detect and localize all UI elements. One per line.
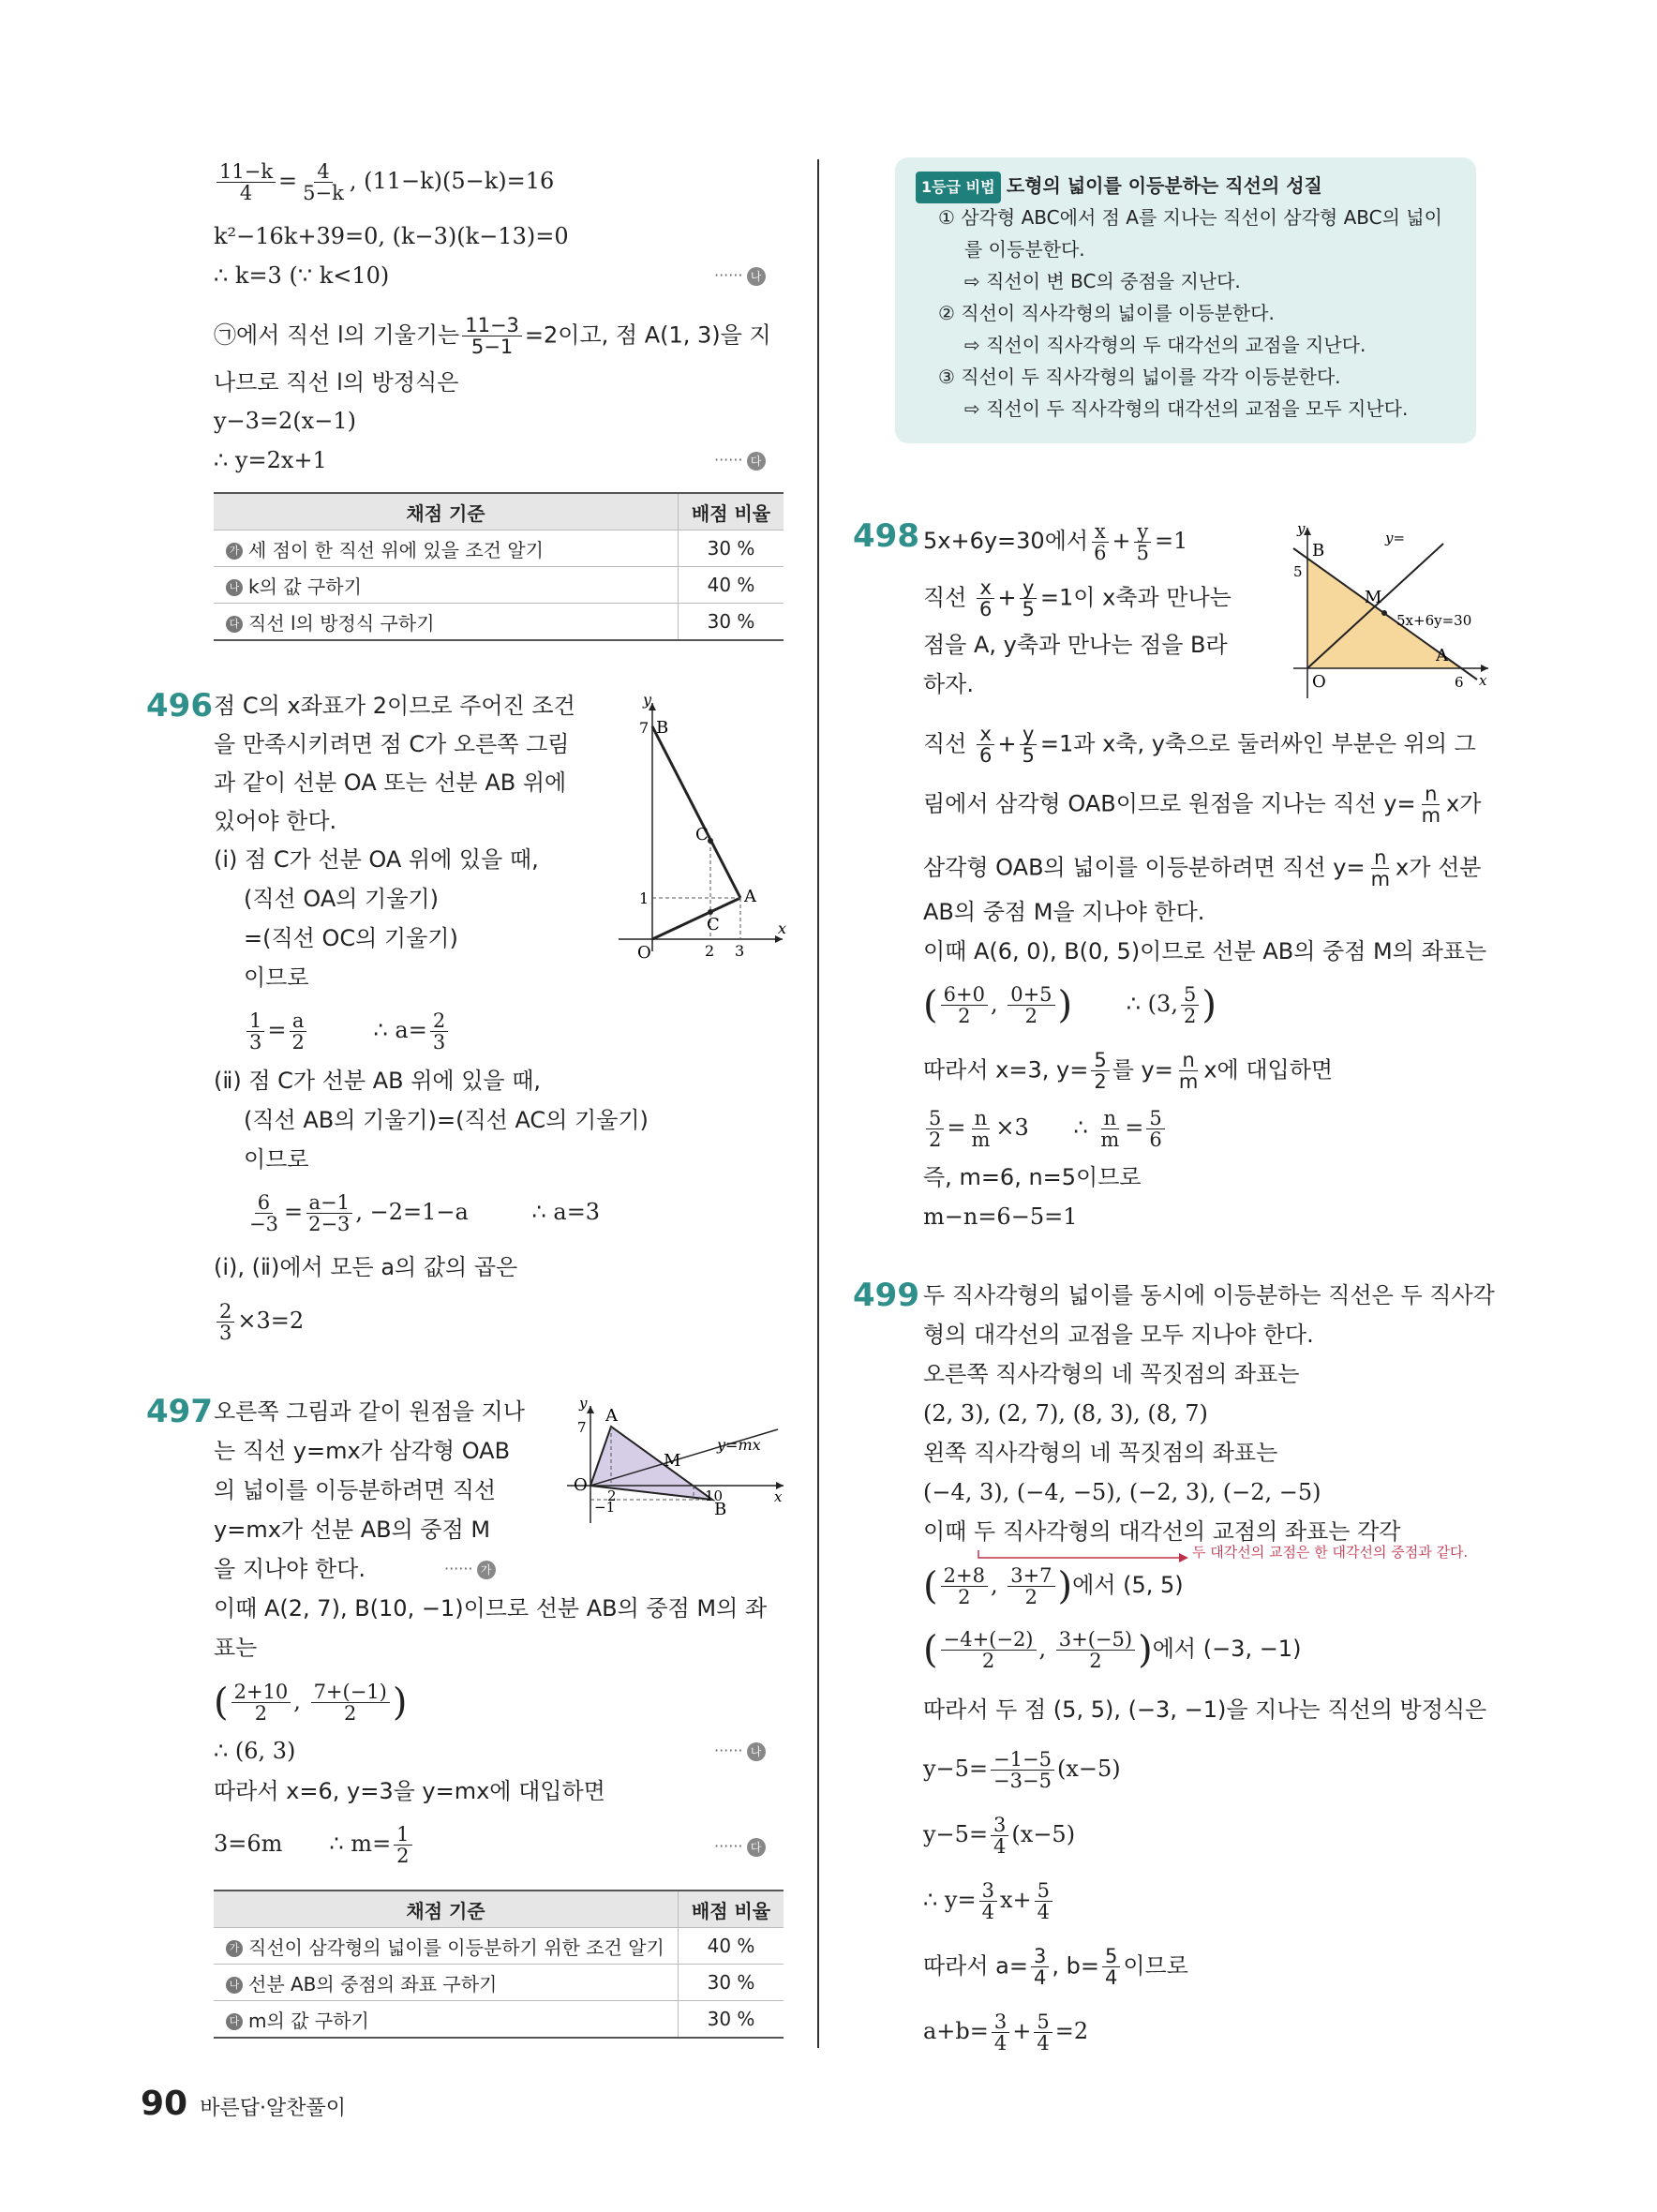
figure-497: [562, 1397, 787, 1537]
tick-label: 7: [639, 719, 649, 737]
tip-line: ② 직선이 직사각형의 넓이를 이등분한다.: [938, 302, 1275, 324]
eq-line: ∴ y=2x+1: [214, 447, 327, 473]
point-label: A: [1436, 646, 1448, 665]
tip-badge: 1등급 비법: [916, 172, 1001, 203]
text-line: 직선 $\frac{x}{6}$ + $\frac{y}{5}$ =1이 x축과 만나는: [923, 576, 1232, 620]
text-line: 과 같이 선분 OA 또는 선분 AB 위에: [214, 770, 567, 796]
tip-line: ⇨ 직선이 변 BC의 중점을 지난다.: [964, 270, 1241, 292]
score-mark: ······ 다: [714, 1837, 766, 1857]
point-label: A: [744, 887, 756, 906]
y-axis-label: y: [579, 1395, 588, 1412]
eq-line: y−5= $\frac{-1-5}{-3-5}$ (x−5): [923, 1748, 1121, 1792]
scoring-table: [214, 1890, 784, 2039]
tip-line: 를 이등분한다.: [964, 238, 1085, 261]
origin-label: O: [637, 943, 651, 963]
problem-number: 499: [853, 1277, 919, 1314]
tick-label: 2: [705, 942, 715, 960]
text-line: 즉, m=6, n=5이므로: [923, 1164, 1142, 1190]
line-label: y=mx: [717, 1436, 761, 1454]
page-footer: [141, 2085, 346, 2123]
text-line: 따라서 a= $\frac{3}{4}$ , b= $\frac{5}{4}$ 이므로: [923, 1945, 1188, 1989]
text-line: 점을 A, y축과 만나는 점을 B라: [923, 632, 1228, 658]
eq-line: a+b= $\frac{3}{4}$ + $\frac{5}{4}$ =2: [923, 2010, 1089, 2055]
problem-number: 498: [853, 517, 919, 555]
eq-line: ∴ y= $\frac{3}{4}$ x+ $\frac{5}{4}$: [923, 1880, 1055, 1922]
column-divider: [817, 159, 819, 2048]
origin-label: O: [574, 1475, 588, 1495]
text-line: 삼각형 OAB의 넓이를 이등분하려면 직선 y= $\frac{n}{m}$ x가 선분: [923, 846, 1482, 890]
table-row: 가 세 점이 한 직선 위에 있을 조건 알기 30 %: [214, 531, 784, 567]
eq-line: $\frac{11-k}{4}$ = $\frac{4}{5-k}$ , (11−k)(5−k)=16: [214, 161, 554, 203]
eq-line: k²−16k+39=0, (k−3)(k−13)=0: [214, 223, 569, 249]
eq-line: $\frac{2}{3}$ ×3=2: [214, 1301, 304, 1343]
text-line: 이므로: [244, 964, 309, 991]
eq-line: (2, 3), (2, 7), (8, 3), (8, 7): [923, 1400, 1208, 1427]
text-line: AB의 중점 M을 지나야 한다.: [923, 899, 1205, 925]
x-axis-label: x: [778, 919, 787, 937]
eq-line: $\frac{1}{3}$ = $\frac{a}{2}$ ∴ a= $\frac{2}{3}$: [244, 1010, 451, 1053]
text-line: 는 직선 y=mx가 삼각형 OAB: [214, 1438, 511, 1464]
tick-label: 7: [577, 1419, 587, 1436]
text-line: 왼쪽 직사각형의 네 꼭짓점의 좌표는: [923, 1440, 1278, 1466]
text-line: 이때 A(6, 0), B(0, 5)이므로 선분 AB의 중점 M의 좌표는: [923, 938, 1487, 964]
table-row: 가 직선이 삼각형의 넓이를 이등분하기 위한 조건 알기 40 %: [214, 1928, 784, 1965]
x-axis-label: x: [774, 1488, 783, 1505]
eq-line: 3=6m ∴ m= $\frac{1}{2}$: [214, 1824, 415, 1866]
text-line: (ⅰ), (ⅱ)에서 모든 a의 값의 곱은: [214, 1254, 518, 1280]
text-line: 따라서 두 점 (5, 5), (−3, −1)을 지나는 직선의 방정식은: [923, 1696, 1487, 1723]
text-line: y=mx가 선분 AB의 중점 M: [214, 1517, 491, 1543]
eq-line: y−5= $\frac{3}{4}$ (x−5): [923, 1814, 1076, 1858]
text-line: (ⅰ) 점 C가 선분 OA 위에 있을 때,: [214, 846, 539, 873]
eq-line: (−4, 3), (−4, −5), (−2, 3), (−2, −5): [923, 1479, 1321, 1505]
text-line: 두 직사각형의 넓이를 동시에 이등분하는 직선은 두 직사각: [923, 1282, 1495, 1308]
tick-label: 2: [607, 1487, 617, 1504]
tick-label: 5: [1293, 563, 1303, 580]
text-line: 을 지나야 한다.: [214, 1556, 366, 1582]
text-line: 형의 대각선의 교점을 모두 지나야 한다.: [923, 1322, 1314, 1348]
eq-line: ( $\frac{2+10}{2}$ , $\frac{7+(-1)}{2}$ ): [214, 1681, 408, 1725]
footer-title: 바른답·알찬풀이: [200, 2097, 346, 2120]
tick-label: 10: [705, 1487, 724, 1504]
point-label: B: [714, 1500, 727, 1519]
score-mark: ······ 다: [714, 451, 766, 471]
text-line: (직선 OA의 기울기): [244, 886, 439, 912]
text-line: 림에서 삼각형 OAB이므로 원점을 지나는 직선 y= $\frac{n}{m}$ x가: [923, 783, 1482, 827]
eq-line: m−n=6−5=1: [923, 1203, 1078, 1230]
text-line: 을 만족시키려면 점 C가 오른쪽 그림: [214, 731, 570, 757]
x-axis-label: x: [1479, 672, 1487, 689]
annotation-note: 두 대각선의 교점은 한 대각선의 중점과 같다.: [1192, 1544, 1469, 1561]
tip-line: ⇨ 직선이 두 직사각형의 대각선의 교점을 모두 지난다.: [964, 397, 1409, 420]
page-number: 90: [141, 2085, 188, 2123]
eq-line: ∴ k=3 (∵ k<10): [214, 262, 390, 289]
eq-line: $\frac{5}{2}$ = $\frac{n}{m}$ ×3 ∴ $\frac{n}{m}$ = $\frac{5}{6}$: [923, 1108, 1168, 1150]
point-label: B: [1312, 541, 1325, 560]
score-mark: ······ 나: [714, 1741, 766, 1761]
problem-number: 496: [146, 687, 213, 725]
origin-label: O: [1312, 672, 1326, 692]
text-line: 오른쪽 직사각형의 네 꼭짓점의 좌표는: [923, 1361, 1300, 1387]
text-line: 이므로: [244, 1146, 309, 1173]
point-label: A: [605, 1406, 618, 1426]
point-label: B: [656, 718, 669, 738]
point-label: M: [664, 1451, 681, 1471]
table-row: 나 k의 값 구하기 40 %: [214, 567, 784, 604]
tip-line: ⇨ 직선이 직사각형의 두 대각선의 교점을 지난다.: [964, 334, 1366, 356]
text-line: 이때 두 직사각형의 대각선의 교점의 좌표는 각각: [923, 1518, 1401, 1545]
table-header: 채점 기준: [214, 1891, 679, 1928]
text-line: 오른쪽 그림과 같이 원점을 지나: [214, 1398, 525, 1425]
tip-box: [895, 157, 1476, 443]
text-line: 따라서 x=6, y=3을 y=mx에 대입하면: [214, 1778, 605, 1804]
point-label: C: [707, 915, 720, 934]
table-header: 채점 기준: [214, 493, 679, 531]
point-label: C: [695, 825, 709, 844]
eq-line: 5x+6y=30에서 $\frac{x}{6}$ + $\frac{y}{5}$ =1: [923, 520, 1188, 564]
text-line: =(직선 OC의 기울기): [244, 925, 458, 951]
tick-label: −1: [594, 1499, 616, 1516]
text-line: 점 C의 x좌표가 2이므로 주어진 조건: [214, 693, 575, 719]
table-header: 배점 비율: [679, 1891, 784, 1928]
eq-line: $\frac{6}{-3}$ = $\frac{a-1}{2-3}$ , −2=1−a ∴ a=3: [249, 1191, 601, 1235]
tick-label: 6: [1455, 674, 1464, 691]
note-arrow: [975, 1548, 1190, 1567]
tick-label: 1: [639, 889, 649, 907]
y-axis-label: y: [1297, 520, 1306, 537]
point-label: M: [1365, 588, 1382, 607]
eq-line: ( $\frac{2+8}{2}$ , $\frac{3+7}{2}$ )에서 (5, 5): [923, 1564, 1184, 1608]
table-row: 나 선분 AB의 중점의 좌표 구하기 30 %: [214, 1965, 784, 2001]
score-mark: ······ 나: [714, 266, 766, 286]
figure-496: [609, 691, 787, 963]
text-line: 하자.: [923, 671, 974, 697]
text-line: 이때 A(2, 7), B(10, −1)이므로 선분 AB의 중점 M의 좌: [214, 1595, 768, 1622]
text-line: 나므로 직선 l의 방정식은: [214, 369, 459, 396]
figure-498: [1256, 520, 1490, 708]
line-label: 5x+6y=30: [1396, 612, 1472, 629]
problem-number: 497: [146, 1393, 213, 1430]
score-mark: ······ 가: [444, 1560, 496, 1579]
text-line: ㉠에서 직선 l의 기울기는 $\frac{11-3}{5-1}$ =2이고, 점 A(1, 3)을 지: [214, 314, 771, 358]
table-row: 다 m의 값 구하기 30 %: [214, 2001, 784, 2039]
tip-line: ③ 직선이 두 직사각형의 넓이를 각각 이등분한다.: [938, 366, 1341, 388]
tick-label: 3: [735, 942, 745, 960]
line-label: y=: [1385, 530, 1406, 546]
text-line: (직선 AB의 기울기)=(직선 AC의 기울기): [244, 1107, 649, 1133]
tip-header: 1등급 비법 도형의 넓이를 이등분하는 직선의 성질: [916, 171, 1322, 203]
scoring-table: [214, 492, 784, 641]
text-line: 있어야 한다.: [214, 808, 337, 834]
text-line: 직선 $\frac{x}{6}$ + $\frac{y}{5}$ =1과 x축, y축으로 둘러싸인 부분은 위의 그: [923, 723, 1476, 767]
eq-line: ∴ (6, 3): [214, 1738, 296, 1764]
eq-line: y−3=2(x−1): [214, 408, 356, 434]
eq-line: ( $\frac{6+0}{2}$ , $\frac{0+5}{2}$ ) ∴ (3, $\frac{5}{2}$ ): [923, 983, 1217, 1027]
y-axis-label: y: [643, 691, 652, 709]
text-line: 따라서 x=3, y= $\frac{5}{2}$ 를 y= $\frac{n}{m}$ x에 대입하면: [923, 1049, 1334, 1093]
text-line: 의 넓이를 이등분하려면 직선: [214, 1477, 497, 1503]
table-header: 배점 비율: [679, 493, 784, 531]
tip-line: ① 삼각형 ABC에서 점 A를 지나는 직선이 삼각형 ABC의 넓이: [938, 206, 1442, 229]
eq-line: ( $\frac{-4+(-2)}{2}$ , $\frac{3+(-5)}{2}$ )에서 (−3, −1): [923, 1628, 1302, 1672]
text-line: 표는: [214, 1635, 258, 1661]
table-row: 다 직선 l의 방정식 구하기 30 %: [214, 604, 784, 641]
text-line: (ⅱ) 점 C가 선분 AB 위에 있을 때,: [214, 1068, 542, 1094]
